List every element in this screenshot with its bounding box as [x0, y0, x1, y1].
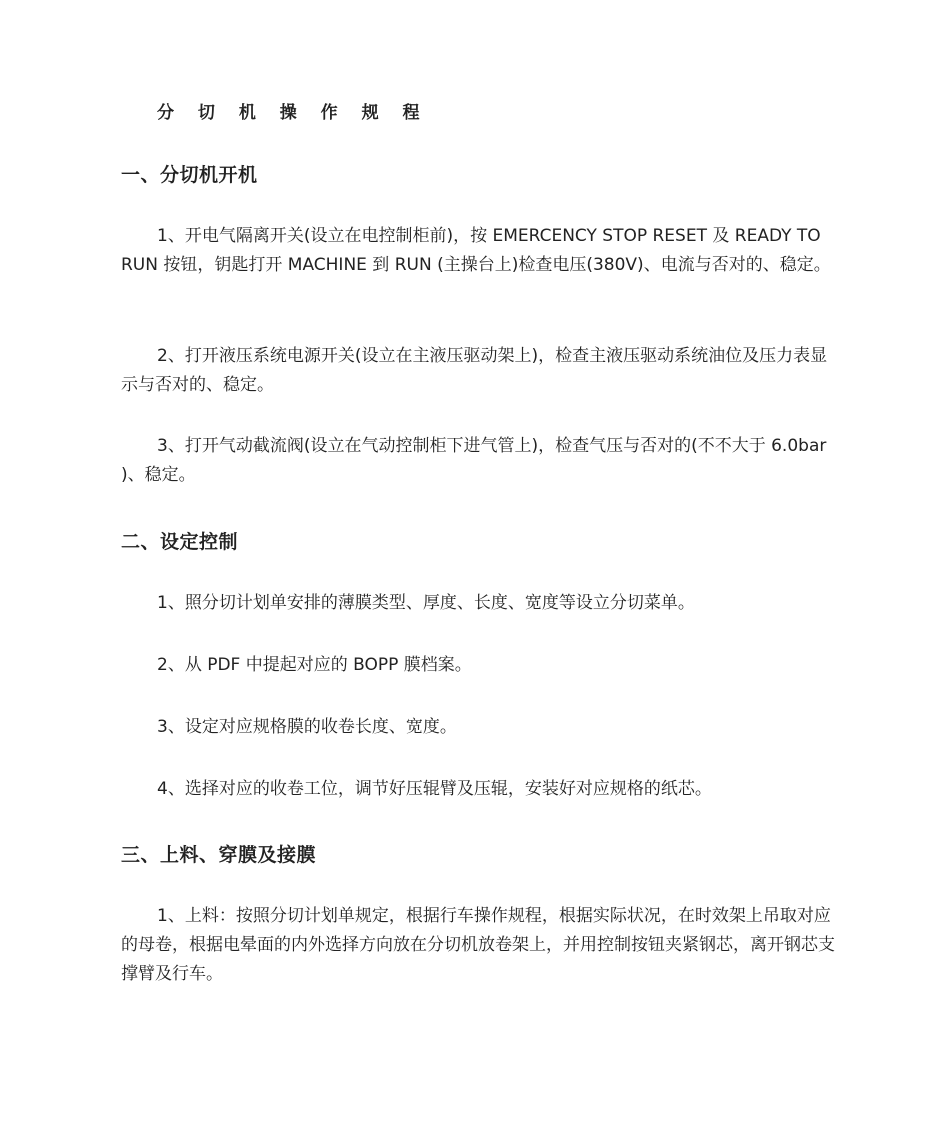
section-2-paragraph-4: 4、选择对应的收卷工位，调节好压辊臂及压辊，安装好对应规格的纸芯。: [157, 779, 712, 799]
section-heading-2: 二、设定控制: [121, 531, 239, 553]
section-heading-1: 一、分切机开机: [121, 164, 258, 186]
section-1-paragraph-2: 2、打开液压系统电源开关(设立在主液压驱动架上)，检查主液压驱动系统油位及压力表显示与否对的、稳定。: [121, 346, 828, 395]
section-heading-3: 三、上料、穿膜及接膜: [121, 844, 317, 866]
section-2-paragraph-3: 3、设定对应规格膜的收卷长度、宽度。: [157, 717, 457, 737]
section-2-paragraph-2: 2、从 PDF 中提起对应的 BOPP 膜档案。: [157, 655, 472, 675]
section-1-paragraph-1: 1、开电气隔离开关(设立在电控制柜前)，按 EMERCENCY STOP RESET 及 READY TO RUN 按钮，钥匙打开 MACHINE 到 RUN (主操台上)检查电压(380V)、电流与否对的、稳定。: [121, 226, 831, 275]
section-3-paragraph-1: 1、上料：按照分切计划单规定，根据行车操作规程，根据实际状况，在时效架上吊取对应的母卷，根据电晕面的内外选择方向放在分切机放卷架上，并用控制按钮夹紧钢芯，离开钢芯支撑臂及行车。: [121, 906, 835, 984]
document-title: 分 切 机 操 作 规 程: [157, 103, 429, 123]
section-2-paragraph-1: 1、照分切计划单安排的薄膜类型、厚度、长度、宽度等设立分切菜单。: [157, 593, 695, 613]
section-1-paragraph-3: 3、打开气动截流阀(设立在气动控制柜下进气管上)，检查气压与否对的(不不大于 6.0bar )、稳定。: [121, 436, 827, 485]
